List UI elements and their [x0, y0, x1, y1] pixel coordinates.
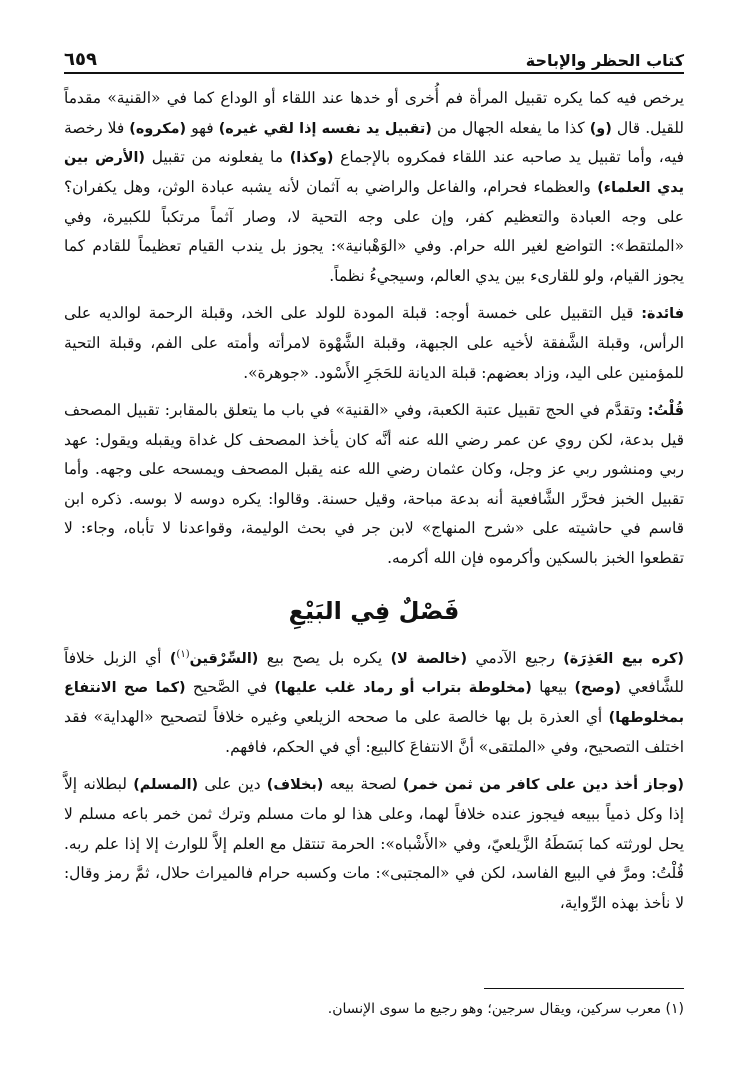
matn-span: (مكروه): [129, 120, 187, 137]
paragraph-2: [64, 299, 684, 388]
text-span: يكره بل يصح بيع: [258, 648, 391, 667]
text-span: في الصَّحيح: [185, 678, 275, 697]
matn-span: (السِّرْقين: [189, 650, 259, 667]
footnote-ref[interactable]: (١): [176, 648, 190, 660]
text-span: لبطلانه إلاَّ إذا وكل ذمياً ببيعه فيجوز عنده خلافاً لهما، وعلى هذا لو مات مسلم وترك ثمن خمر باعه مسلم لا يحل لورثته كما بَسَطَهُ الزَّيلعيّ، وفي «الأَشْباه»: الحرمة تنتقل مع العلم إلاَّ للوارث إلا إذا علم ربه. قُلْتُ: ومرَّ في البيع الفاسد، لكن في «المجتبى»: مات وكسبه حرام فالميراث حلال، ثمَّ رمز وقال: لا نأخذ بهذه الرِّواية،: [64, 775, 684, 912]
matn-span: (كما صح الانتفاع بمخلوطها): [64, 680, 684, 727]
matn-span: (وجاز أخذ دين على كافر من ثمن خمر): [402, 777, 685, 794]
section-title: فَصْلٌ فِي البَيْعِ: [288, 596, 460, 625]
text-span: قيل التقبيل على خمسة أوجه: قبلة المودة للولد على الخد، وقبلة الرحمة لوالديه على الرأس، وقبلة الشَّفقة لأخيه على الجبهة، وقبلة الشَّهْوة لامرأته وأمته على الفم، وقبلة التحية للمؤمنين على اليد، وزاد بعضهم: قبلة الديانة للحَجَرِ الأَسْود. «جوهرة».: [64, 304, 684, 382]
text-span: يرخص فيه كما يكره تقبيل المرأة فم أُخرى أو خدها عند اللقاء أو الوداع كما في «القنية» مقدماً للقيل. قال: [64, 89, 684, 137]
text-span: لصحة بيعه: [323, 775, 403, 794]
text-span: أي الزبل خلافاً للشَّافعي: [64, 648, 684, 697]
matn-span: (كره بيع العَذِرَة): [563, 650, 684, 667]
paragraph-4: [64, 644, 684, 763]
text-span: أي العذرة بل بها خالصة على ما صححه الزيلعي وغيره خلافاً لتصحيح «الهداية» فقد اختلف التصحيح، وفي «الملتقى» أنَّ الانتفاعَ كالبيع: أي في الحكم، فافهم.: [64, 708, 684, 756]
paragraph-1: [64, 84, 684, 291]
matn-span: (الأرض بين يدي العلماء): [64, 150, 685, 196]
page-body: [64, 84, 684, 926]
matn-span: (المسلم): [133, 777, 199, 794]
matn-span: (تقبيل يد نفسه إذا لقي غيره): [218, 120, 432, 137]
text-span: دين على: [198, 775, 267, 794]
chapter-title: كتاب الحظر والإباحة: [525, 51, 684, 70]
paragraph-5: [64, 770, 684, 918]
text-span: فلا رخصة فيه، وأما تقبيل يد صاحبه عند اللقاء فمكروه بالإجماع: [64, 118, 684, 167]
matn-span: (وصح): [574, 680, 621, 697]
matn-span: (و): [589, 120, 612, 137]
paragraph-3: [64, 396, 684, 574]
text-span: وتقدَّم في الحج تقبيل عتبة الكعبة، وفي «القنية» في باب ما يتعلق بالمقابر: تقبيل المصحف قيل بدعة، لكن روي عن عمر رضي الله عنه أنَّه كان يأخذ المصحف كل غداة ويقبله ويقول: عهد ربي ومنشور ربي عز وجل، وكان عثمان رضي الله عنه يقبل المصحف ويمسحه على وجهه. وأما تقبيل الخبز فحرَّر الشَّافعية أنه بدعة مباحة، وقيل حسنة. وقالوا: يكره دوسه لا بوسه. ذكره ابن قاسم في حاشيته على «شرح المنهاج» لابن جر في بحث الوليمة، وقواعدنا لا تأباه، وجاء: لا تقطعوا الخبز بالسكين وأكرموه فإن الله أكرمه.: [64, 401, 684, 568]
matn-span: (خالصة لا): [390, 650, 468, 667]
page-number: ٦٥٩: [64, 49, 97, 70]
lead-word: قُلْتُ:: [647, 403, 684, 420]
text-span: ما يفعلونه من تقبيل: [144, 148, 290, 167]
footnote: [64, 998, 684, 1020]
text-span: كذا ما يفعله الجهال من: [431, 118, 590, 137]
matn-span: ): [169, 650, 177, 667]
footnote-number: (١): [665, 1001, 684, 1017]
text-span: والعظماء فحرام، والفاعل والراضي به آثمان لأنه يشبه عبادة الوثن، وهل يكفران؟ على وجه العبادة والتعظيم كفر، وإن على وجه التحية لا، وصار آثماً مرتكباً للكبيرة، وفي «الملتقط»: التواضع لغير الله حرام. وفي «الوَهْبانية»: يجوز بل يندب القيام تعظيماً للقادم كما يجوز القيام، ولو للقارىء بين يدي العالم، وسيجيءُ نظماً.: [64, 177, 684, 285]
matn-span: (وكذا): [289, 150, 334, 167]
footnote-text: معرب سركين، ويقال سرجين؛ وهو رجيع ما سوى الإنسان.: [327, 1001, 662, 1017]
footnote-rule: [484, 988, 684, 989]
running-header: [64, 40, 684, 70]
text-span: بيعها: [531, 678, 575, 697]
text-span: فهو: [186, 118, 219, 137]
lead-word: فائدة:: [641, 306, 684, 323]
matn-span: (مخلوطة بتراب أو رماد غلب عليها): [274, 680, 532, 697]
header-rule: [64, 72, 684, 74]
matn-span: (بخلاف): [266, 777, 324, 794]
text-span: رجيع الآدمي: [467, 648, 564, 667]
